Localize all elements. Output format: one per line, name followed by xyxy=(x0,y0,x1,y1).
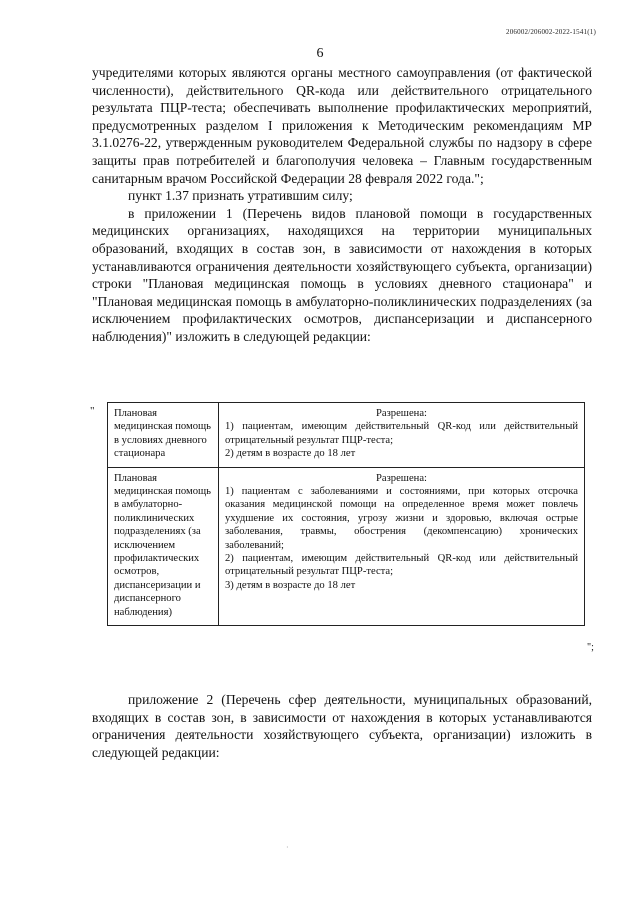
document-id: 206002/206002-2022-1541(1) xyxy=(506,28,596,36)
permission-cell xyxy=(219,467,585,625)
permission-status: Разрешена: xyxy=(376,408,427,419)
paragraph-appendix-2: приложение 2 (Перечень сфер деятельности, муниципальных образований, входящих в состав зон, в зависимости от нахождения в которых устанавливаются ограничения деятельности хозяйствующего субъекта, организации) изложить в следующей редакции: xyxy=(92,692,592,760)
permission-status: Разрешена: xyxy=(376,472,427,484)
table-row xyxy=(108,467,585,625)
table-quote-close: "; xyxy=(587,642,594,653)
permission-cell xyxy=(219,403,585,468)
service-name-cell: Плановая медицинская помощь в условиях дневного стационара xyxy=(108,403,219,468)
page-number: 6 xyxy=(316,46,324,61)
regulation-table xyxy=(107,402,585,626)
paragraph-continuation: учредителями которых являются органы местного самоуправления (от фактической численности), действительного QR-кода или действительного отрицательного результата ПЦР-теста; обеспечивать выполнение профилактических мероприятий, предусмотренных разделом I приложения к Методическим рекомендациям МР 3.1.0276-22, утвержденным руководителем Федеральной службы по надзору в сфере защиты прав потребителей и благополучия человека – Главным государственным санитарным врачом Российской Федерации 28 февраля 2022 года."; xyxy=(92,65,592,186)
service-name-cell: Плановая медицинская помощь в амбулаторно-поликлинических подразделениях (за исключением профилактических осмотров, диспансеризации и диспансерного наблюдения) xyxy=(108,467,219,625)
paragraph-appendix-1: в приложении 1 (Перечень видов плановой помощи в государственных медицинских организациях, находящихся на территории муниципальных образований, входящих в состав зон, в зависимости от нахождения в которых устанавливаются ограничения деятельности хозяйствующего субъекта, организации) строки "Плановая медицинская помощь в условиях дневного стационара" и "Плановая медицинская помощь в амбулаторно-поликлинических подразделениях (за исключением профилактических осмотров, диспансеризации и диспансерного наблюдения)" изложить в следующей редакции: xyxy=(92,205,592,344)
table-quote-open: " xyxy=(90,405,95,417)
permission-item: 2) детям в возрасте до 18 лет xyxy=(225,448,356,460)
table-row xyxy=(108,403,585,468)
body-text-top xyxy=(92,64,592,346)
permission-item: 3) детям в возрасте до 18 лет xyxy=(225,579,356,591)
body-text-bottom xyxy=(92,691,592,761)
permission-item: 1) пациентам с заболеваниями и состояниями, при которых отсрочка оказания медицинской помощи на определенное время может повлечь ухудшение их состояния, угрозу жизни и здоровью, включая острые заболевания, травмы, обострения (декомпенсацию) хронических заболеваний; xyxy=(225,486,578,551)
footer-mark: · xyxy=(286,843,289,852)
permission-item: 2) пациентам, имеющим действительный QR-код или действительный отрицательный результат ПЦР-теста; xyxy=(225,553,578,578)
paragraph-item-1-37: пункт 1.37 признать утратившим силу; xyxy=(128,188,353,204)
permission-item: 1) пациентам, имеющим действительный QR-код или действительный отрицательный результат ПЦР-теста; xyxy=(225,421,578,446)
